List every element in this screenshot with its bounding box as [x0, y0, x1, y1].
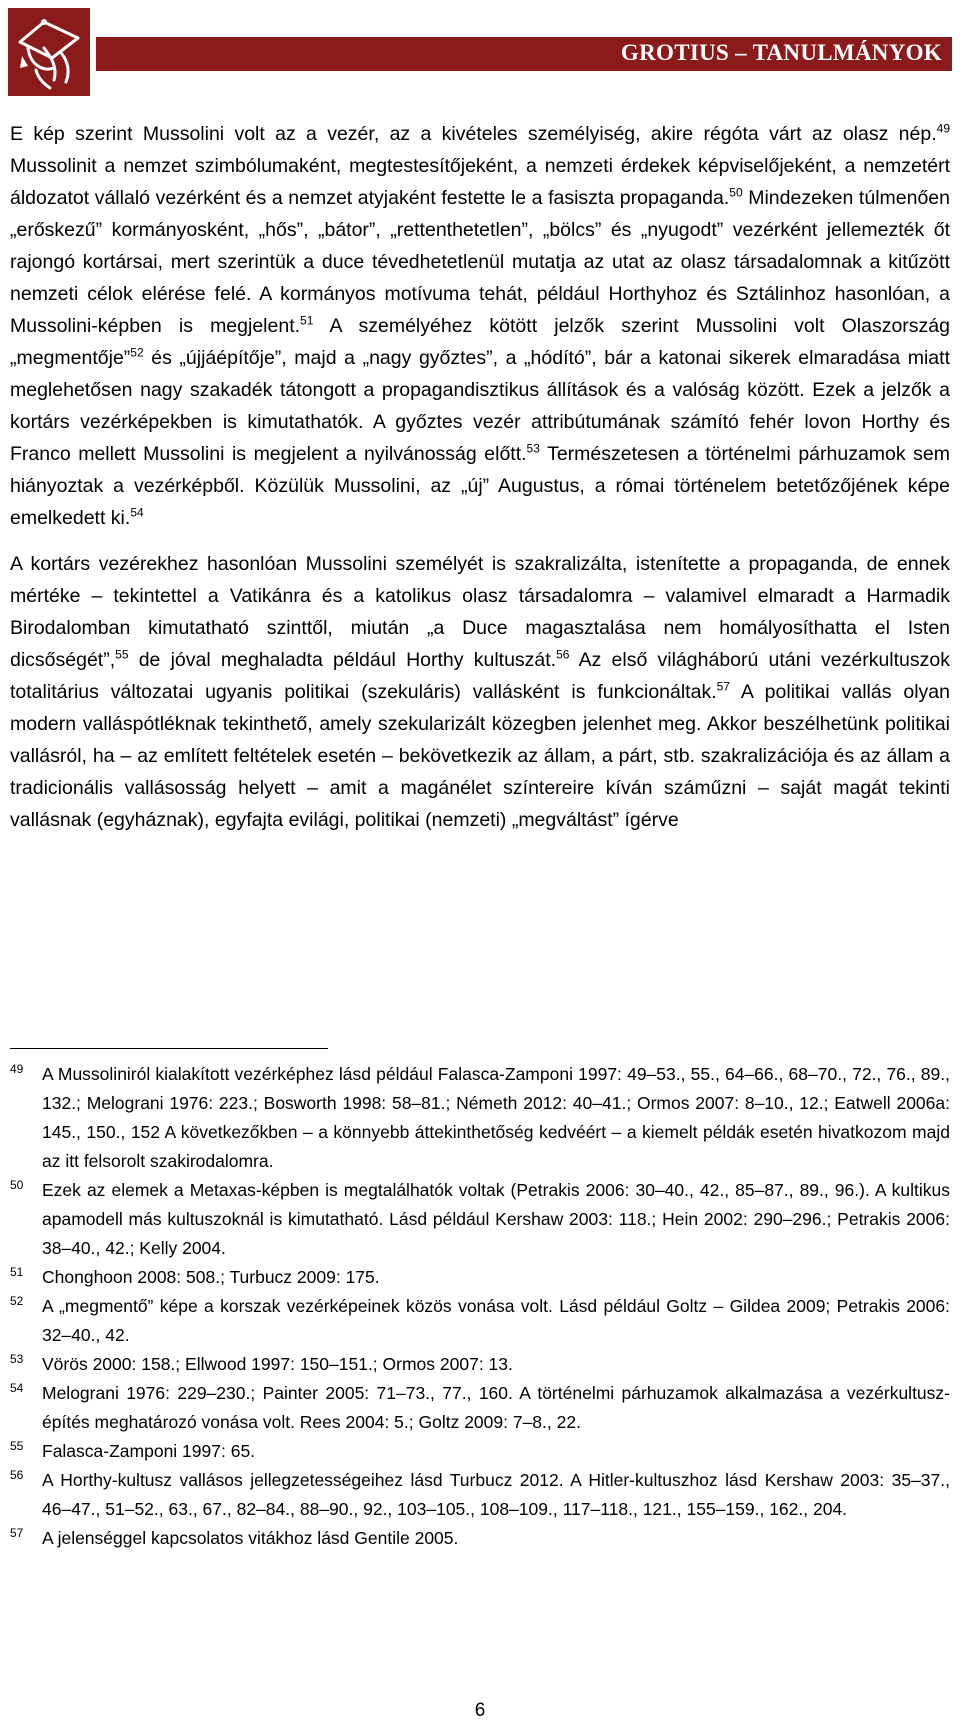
footnote: [10, 1524, 950, 1553]
footnote: [10, 1466, 950, 1524]
text-run: Az első világháború utáni vezérkultuszok totalitárius változatai ugyanis politikai (szekuláris) vallásként is funkcionáltak.: [10, 649, 950, 703]
header-title: GROTIUS – TANULMÁNYOK: [620, 40, 942, 65]
footnote: [10, 1263, 950, 1292]
footnote-ref: 49: [936, 121, 950, 136]
footnote: [10, 1060, 950, 1176]
text-run: Természetesen a történelmi párhuzamok sem hiányoztak a vezérképből. Közülük Mussolini, az „új” Augustus, a római történelem betetőzőjének képe emelkedett ki.: [10, 443, 950, 529]
text-run: de jóval meghaladta például Horthy kultuszát.: [128, 649, 557, 671]
body-text: [10, 118, 950, 836]
text-run: A személyéhez kötött jelzők szerint Mussolini volt Olaszország „megmentője”: [10, 315, 950, 369]
footnote-ref: 50: [729, 185, 743, 200]
footnote-number: 57: [10, 1526, 24, 1540]
header-band: [96, 37, 952, 71]
paragraph: [10, 548, 950, 836]
footnote-text: Ezek az elemek a Metaxas-képben is megtalálhatók voltak (Petrakis 2006: 30–40., 42., 85–87., 89., 96.). A kultikus apamodell más kultuszoknál is kimutatható. Lásd például Kershaw 2003: 118.; Hein 2002: 290–296.; Petrakis 2006: 38–40., 42.; Kelly 2004.: [42, 1180, 950, 1258]
text-run: E kép szerint Mussolini volt az a vezér, az a kivételes személyiség, akire régóta várt az olasz nép.: [10, 123, 937, 145]
grotius-logo-icon: [8, 8, 90, 96]
footnote-number: 54: [10, 1381, 24, 1395]
page-header: [8, 8, 952, 96]
footnote-separator: [10, 1048, 328, 1049]
text-run: és „újjáépítője”, majd a „nagy győztes”, a „hódító”, bár a katonai sikerek elmaradása miatt meglehetősen nagy szakadék tátongott a propagandisztikus állítások és a valóság között. Ezek a jelzők a kortárs vezérképekben is kimutathatók. A győztes vezér attribútumának számító fehér lovon Horthy és Franco mellett Mussolini is megjelent a nyilvánosság előtt.: [10, 347, 950, 465]
footnote-ref: 57: [716, 679, 730, 694]
footnote-number: 52: [10, 1294, 24, 1308]
footnote-ref: 53: [526, 441, 540, 456]
footnote-number: 56: [10, 1468, 24, 1482]
text-run: Mindezeken túlmenően „erőskezű” kormányosként, „hős”, „bátor”, „rettenthetetlen”, „bölcs” és „nyugodt” vezérként jellemezték őt rajongó kortársai, mert szerintük a duce tévedhetetlenül mutatja az utat az olasz társadalomnak a kitűzött nemzeti célok elérése felé. A kormányos motívuma tehát, például Horthyhoz és Sztálinhoz hasonlóan, a Mussolini-képben is megjelent.: [10, 187, 950, 337]
footnote-ref: 52: [130, 345, 144, 360]
footnote: [10, 1176, 950, 1263]
footnote-text: Chonghoon 2008: 508.; Turbucz 2009: 175.: [42, 1267, 380, 1287]
footnote: [10, 1292, 950, 1350]
footnote-number: 55: [10, 1439, 24, 1453]
footnotes: [10, 1060, 950, 1553]
footnote-number: 51: [10, 1265, 24, 1279]
paragraph: [10, 118, 950, 534]
footnote: [10, 1437, 950, 1466]
footnote-text: Melograni 1976: 229–230.; Painter 2005: 71–73., 77., 160. A történelmi párhuzamok alkalmazása a vezérkultusz-építés meghatározó vonása volt. Rees 2004: 5.; Goltz 2009: 7–8., 22.: [42, 1383, 950, 1432]
footnote: [10, 1350, 950, 1379]
page-number: 6: [474, 1700, 486, 1721]
footnote-text: Falasca-Zamponi 1997: 65.: [42, 1441, 256, 1461]
footnote-text: A Horthy-kultusz vallásos jellegzetességeihez lásd Turbucz 2012. A Hitler-kultuszhoz lásd Kershaw 2003: 35–37., 46–47., 51–52., 63., 67., 82–84., 88–90., 92., 103–105., 108–109., 117–118., 121., 155–159., 162., 204.: [42, 1470, 950, 1519]
text-run: Mussolinit a nemzet szimbólumaként, megtestesítőjeként, a nemzeti érdekek képviselőjeként, a nemzetért áldozatot vállaló vezérként és a nemzet atyjaként festette le a fasiszta propaganda.: [10, 155, 950, 209]
footnote-ref: 54: [130, 505, 144, 520]
footnote-number: 53: [10, 1352, 24, 1366]
footnote-text: A jelenséggel kapcsolatos vitákhoz lásd Gentile 2005.: [42, 1528, 459, 1548]
footnote-text: A „megmentő” képe a korszak vezérképeinek közös vonása volt. Lásd például Goltz – Gildea 2009; Petrakis 2006: 32–40., 42.: [42, 1296, 950, 1345]
footnote-ref: 55: [115, 647, 129, 662]
footnote-text: A Mussoliniról kialakított vezérképhez lásd például Falasca-Zamponi 1997: 49–53., 55., 64–66., 68–70., 72., 76., 89., 132.; Melograni 1976: 223.; Bosworth 1998: 58–81.; Németh 2012: 40–41.; Ormos 2007: 8–10., 12.; Eatwell 2006a: 145., 150., 152 A következőkben – a könnyebb áttekinthetőség kedvéért – a kiemelt példák esetén hivatkozom majd az itt felsorolt szakirodalomra.: [42, 1064, 950, 1171]
footnote-number: 50: [10, 1178, 24, 1192]
footnote: [10, 1379, 950, 1437]
footnote-number: 49: [10, 1062, 24, 1076]
text-run: A kortárs vezérekhez hasonlóan Mussolini személyét is szakralizálta, istenítette a propaganda, de ennek mértéke – tekintettel a Vatikánra és a katolikus olasz társadalomra – valamivel elmaradt a Harmadik Birodalomban kimutatható szinttől, miután „a Duce magasztalása nem homályosíthatta el Isten dicsőségét”,: [10, 553, 950, 671]
text-run: A politikai vallás olyan modern valláspótléknak tekinthető, amely szekularizált közegben jelenhet meg. Akkor beszélhetünk politikai vallásról, ha – az említett feltételek esetén – bekövetkezik az állam, a párt, stb. szakralizációja és az állam a tradicionális vallásosság helyett – amit a magánélet színtereire kíván száműzni – saját magát tekinti vallásnak (egyháznak), egyfajta evilági, politikai (nemzeti) „megváltást” ígérve: [10, 681, 951, 831]
footnote-text: Vörös 2000: 158.; Ellwood 1997: 150–151.; Ormos 2007: 13.: [42, 1354, 513, 1374]
footnote-ref: 51: [300, 313, 314, 328]
footnote-ref: 56: [556, 647, 570, 662]
